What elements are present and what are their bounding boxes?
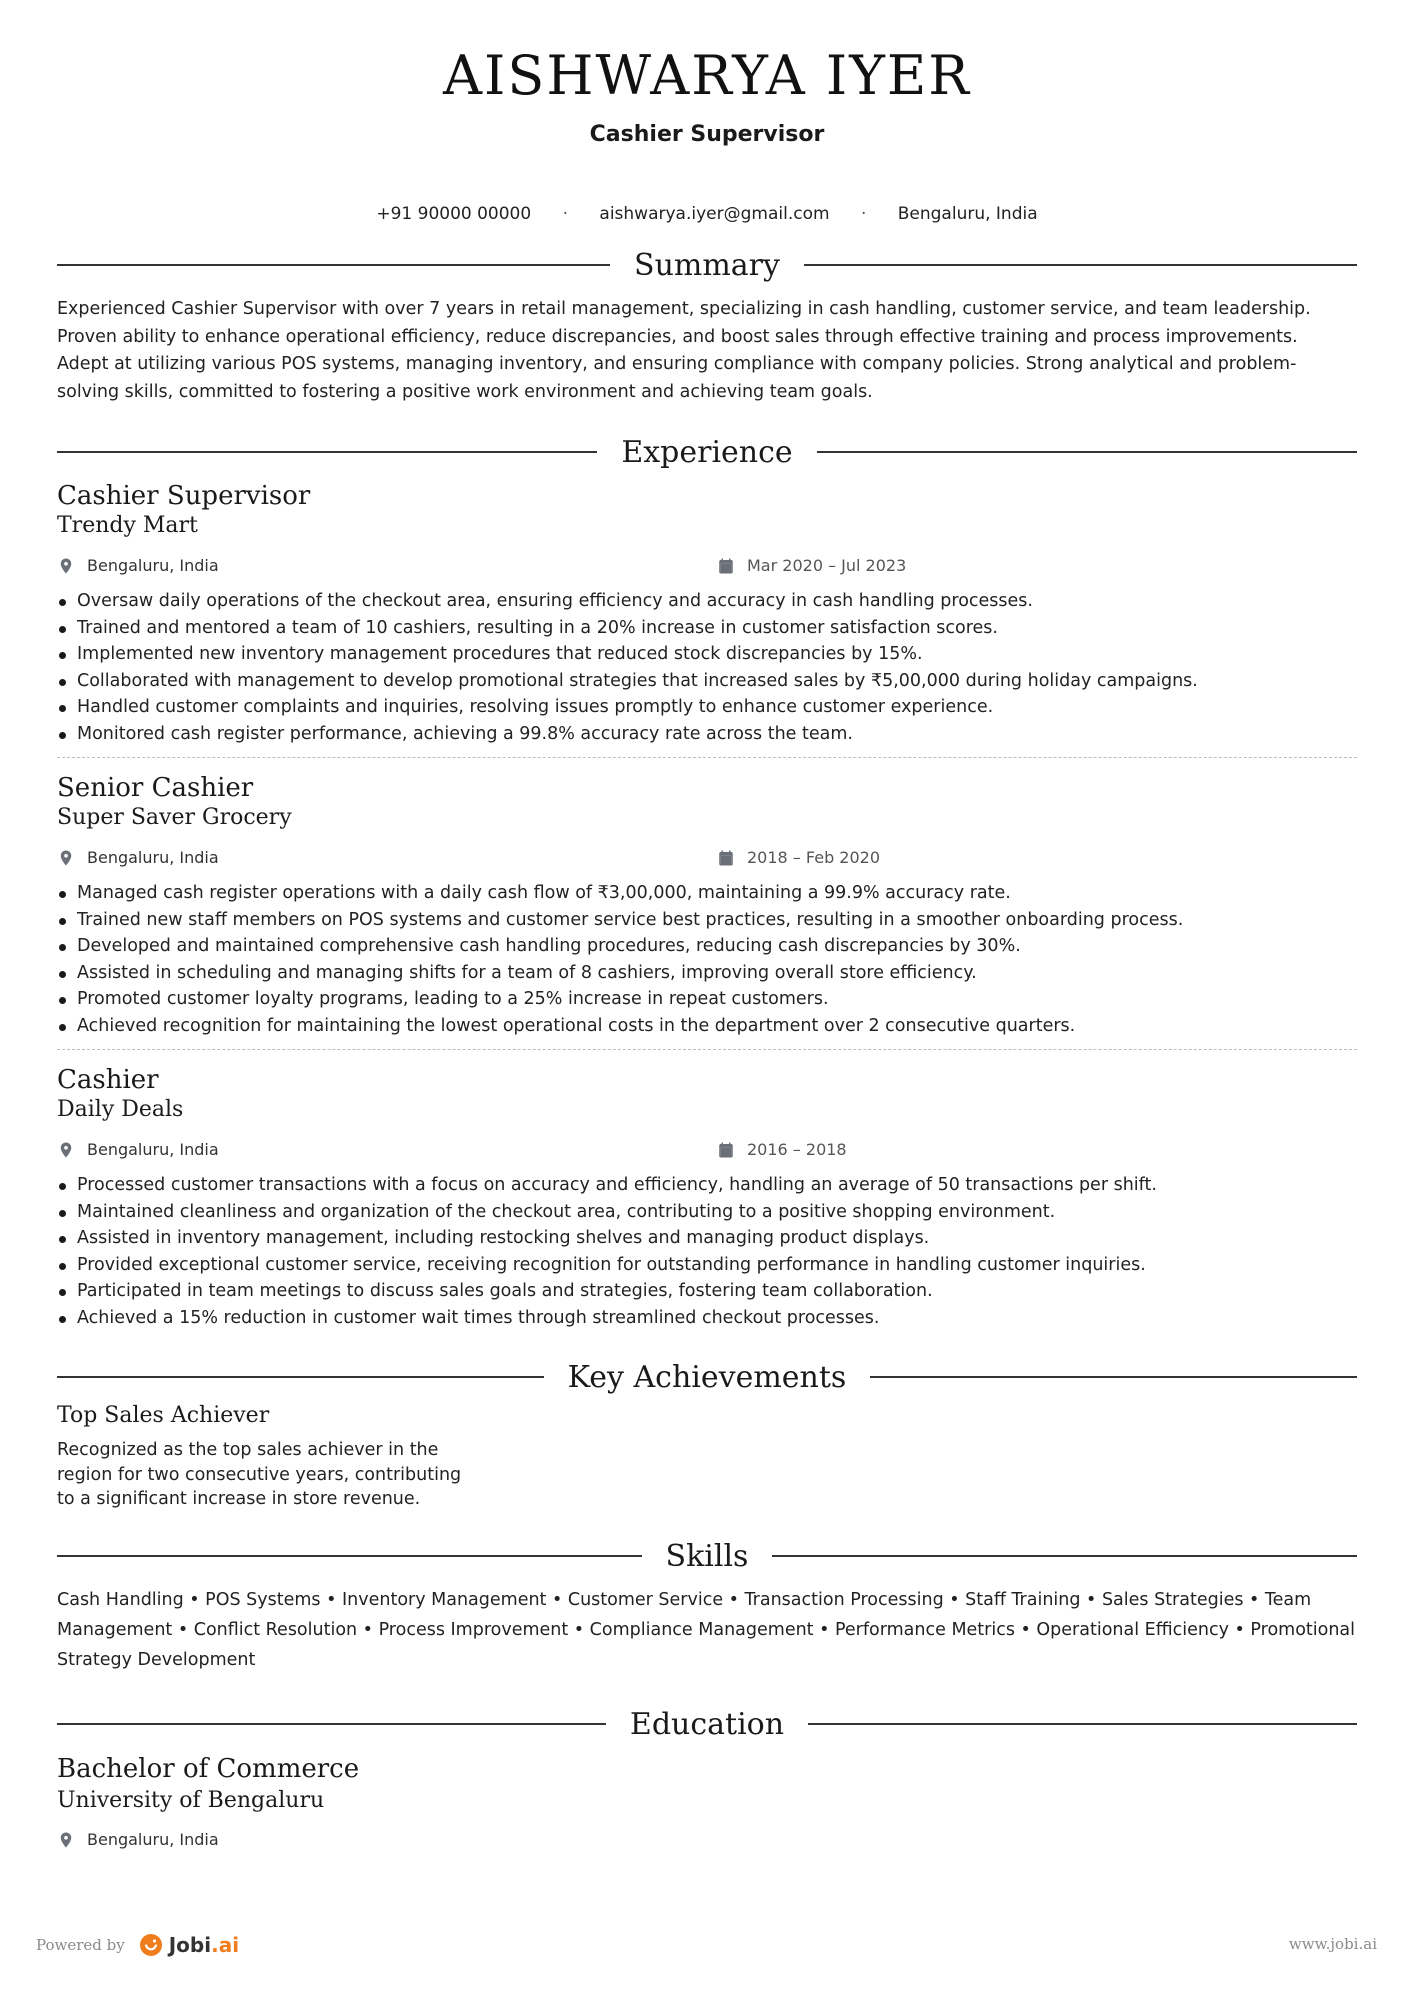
job-dates [717, 848, 880, 867]
divider-line [870, 1376, 1357, 1378]
skills-line: Management • Conflict Resolution • Process Improvement • Compliance Management • Performance Metrics • Operational Efficiency • Promotional [57, 1620, 1356, 1640]
job-bullet: Trained and mentored a team of 10 cashiers, resulting in a 20% increase in customer satisfaction scores. [57, 615, 1357, 642]
job-bullet: Handled customer complaints and inquiries, resolving issues promptly to enhance customer experience. [57, 694, 1357, 721]
job-meta [57, 848, 1357, 874]
divider-line [57, 264, 610, 266]
job-location [57, 556, 219, 575]
job-bullets [57, 588, 1357, 748]
jobi-logo-text [169, 1933, 239, 1957]
job-company: Super Saver Grocery [57, 805, 292, 830]
skills-line: Strategy Development [57, 1650, 256, 1670]
job-bullet: Developed and maintained comprehensive cash handling procedures, reducing cash discrepancies by 30%. [57, 933, 1357, 960]
divider-line [57, 1555, 642, 1557]
jobi-logo-icon [139, 1933, 163, 1957]
summary-line: solving skills, committed to fostering a positive work environment and achieving team goals. [57, 381, 873, 402]
job-bullet: Monitored cash register performance, achieving a 99.8% accuracy rate across the team. [57, 721, 1357, 748]
powered-by-text: Powered by [36, 1936, 125, 1954]
job-bullet: Trained new staff members on POS systems and customer service best practices, resulting in a smoother onboarding process. [57, 907, 1357, 934]
education-degree: Bachelor of Commerce [57, 1754, 360, 1784]
job-dates [717, 556, 906, 575]
job-title: Cashier [57, 1065, 159, 1095]
skills-line: Cash Handling • POS Systems • Inventory Management • Customer Service • Transaction Processing • Staff Training • Sales Strategies • Team [57, 1590, 1312, 1610]
job-company: Daily Deals [57, 1097, 184, 1122]
section-heading-label: Education [629, 1706, 785, 1742]
education-location [57, 1830, 219, 1849]
divider-line [808, 1723, 1357, 1725]
job-bullet: Participated in team meetings to discuss sales goals and strategies, fostering team collaboration. [57, 1278, 1357, 1305]
job-dates-text: 2016 – 2018 [747, 1140, 847, 1159]
section-heading-label: Experience [621, 434, 793, 470]
divider-line [772, 1555, 1357, 1557]
job-bullets [57, 1172, 1357, 1332]
achievement-description [57, 1438, 477, 1512]
job-bullet: Promoted customer loyalty programs, leading to a 25% increase in repeat customers. [57, 986, 1357, 1013]
calendar-icon [717, 1141, 735, 1159]
job-location-text: Bengaluru, India [87, 556, 219, 575]
job-meta [57, 556, 1357, 582]
job-company: Trendy Mart [57, 513, 198, 538]
location-pin-icon [57, 1831, 75, 1849]
job-bullet: Achieved recognition for maintaining the lowest operational costs in the department over 2 consecutive quarters. [57, 1013, 1357, 1040]
education-entry [57, 1752, 1357, 1856]
section-heading-summary [57, 245, 1357, 285]
location-pin-icon [57, 557, 75, 575]
job-bullet: Achieved a 15% reduction in customer wait times through streamlined checkout processes. [57, 1305, 1357, 1332]
location-pin-icon [57, 849, 75, 867]
experience-entry [57, 772, 1357, 1040]
job-bullet: Oversaw daily operations of the checkout area, ensuring efficiency and accuracy in cash handling processes. [57, 588, 1357, 615]
email-address: aishwarya.iyer@gmail.com [599, 204, 830, 224]
divider-line [57, 1723, 606, 1725]
achievement-line: Recognized as the top sales achiever in the [57, 1440, 439, 1460]
job-location [57, 1140, 219, 1159]
job-location [57, 848, 219, 867]
job-location-text: Bengaluru, India [87, 1140, 219, 1159]
job-dates-text: Mar 2020 – Jul 2023 [747, 556, 907, 575]
contact-line [57, 204, 1357, 224]
divider-line [804, 264, 1357, 266]
jobi-logo[interactable] [139, 1933, 239, 1957]
job-bullet: Processed customer transactions with a focus on accuracy and efficiency, handling an average of 50 transactions per shift. [57, 1172, 1357, 1199]
job-bullet: Managed cash register operations with a daily cash flow of ₹3,00,000, maintaining a 99.9% accuracy rate. [57, 880, 1357, 907]
footer-website-link[interactable]: www.jobi.ai [1288, 1935, 1377, 1953]
calendar-icon [717, 557, 735, 575]
candidate-name: AISHWARYA IYER [443, 44, 971, 107]
section-heading-education [57, 1704, 1357, 1744]
contact-separator: · [562, 204, 568, 224]
education-school: University of Bengaluru [57, 1788, 325, 1813]
summary-paragraph [57, 296, 1357, 406]
contact-location: Bengaluru, India [897, 204, 1038, 224]
section-heading-label: Key Achievements [567, 1359, 847, 1395]
summary-line: Proven ability to enhance operational efficiency, reduce discrepancies, and boost sales through effective training and process improvements. [57, 326, 1298, 347]
skills-list [57, 1585, 1357, 1675]
entry-divider [57, 1049, 1357, 1050]
phone-number: +91 90000 00000 [376, 204, 532, 224]
job-title: Cashier Supervisor [57, 481, 311, 511]
section-heading-skills [57, 1536, 1357, 1576]
achievement-entry [57, 1400, 477, 1512]
achievement-line: region for two consecutive years, contributing [57, 1464, 462, 1485]
section-heading-achievements [57, 1357, 1357, 1397]
education-meta [57, 1830, 1357, 1856]
job-meta [57, 1140, 1357, 1166]
entry-divider [57, 757, 1357, 758]
job-bullet: Maintained cleanliness and organization of the checkout area, contributing to a positive shopping environment. [57, 1199, 1357, 1226]
job-location-text: Bengaluru, India [87, 848, 219, 867]
job-title: Senior Cashier [57, 773, 254, 803]
candidate-role: Cashier Supervisor [589, 122, 825, 147]
section-heading-label: Skills [665, 1538, 749, 1574]
job-bullet: Assisted in inventory management, including restocking shelves and managing product displays. [57, 1225, 1357, 1252]
location-pin-icon [57, 1141, 75, 1159]
achievement-line: to a significant increase in store revenue. [57, 1489, 421, 1509]
jobi-logo-accent: .ai [211, 1933, 240, 1957]
job-bullet: Collaborated with management to develop promotional strategies that increased sales by ₹5,00,000 during holiday campaigns. [57, 668, 1357, 695]
job-bullet: Provided exceptional customer service, receiving recognition for outstanding performance in handling customer inquiries. [57, 1252, 1357, 1279]
job-dates-text: 2018 – Feb 2020 [747, 848, 881, 867]
achievement-title: Top Sales Achiever [57, 1403, 270, 1428]
section-heading-experience [57, 432, 1357, 472]
calendar-icon [717, 849, 735, 867]
divider-line [57, 451, 597, 453]
job-bullet: Assisted in scheduling and managing shifts for a team of 8 cashiers, improving overall store efficiency. [57, 960, 1357, 987]
summary-line: Adept at utilizing various POS systems, managing inventory, and ensuring compliance with company policies. Strong analytical and problem- [57, 354, 1297, 374]
footer-powered-by [36, 1933, 239, 1957]
summary-line: Experienced Cashier Supervisor with over 7 years in retail management, specializing in cash handling, customer service, and team leadership. [57, 299, 1311, 319]
job-bullet: Implemented new inventory management procedures that reduced stock discrepancies by 15%. [57, 641, 1357, 668]
jobi-logo-main: Jobi [168, 1933, 212, 1957]
divider-line [57, 1376, 544, 1378]
education-location-text: Bengaluru, India [87, 1830, 219, 1849]
section-heading-label: Summary [634, 247, 780, 283]
job-bullets [57, 880, 1357, 1040]
divider-line [817, 451, 1357, 453]
experience-entry [57, 480, 1357, 748]
experience-entry [57, 1064, 1357, 1332]
contact-separator: · [860, 204, 867, 224]
job-dates [717, 1140, 847, 1159]
